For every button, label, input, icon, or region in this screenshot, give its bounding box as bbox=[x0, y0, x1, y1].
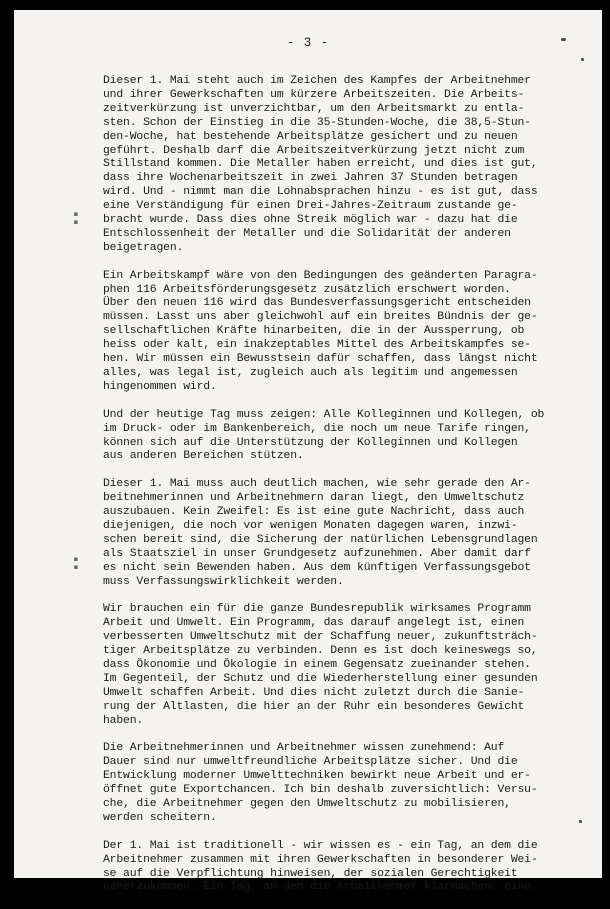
text-line: alles, was legal ist, zugleich auch als legitim und angemessen bbox=[103, 367, 518, 380]
text-line: es nicht sein Bewenden haben. Aus dem künftigen Verfassungsgebot bbox=[103, 561, 531, 574]
text-line: beitnehmerinnen und Arbeitnehmern daran liegt, den Umweltschutz bbox=[103, 492, 525, 505]
text-line: näherzukommen. Ein Tag, an dem die Arbeitnehmer klarmachen: eine bbox=[103, 881, 531, 894]
page-number: - 3 - bbox=[286, 36, 330, 50]
text-line: Entwicklung moderner Umwelttechniken bewirkt neue Arbeit und er- bbox=[103, 770, 531, 783]
text-line: Die Arbeitnehmerinnen und Arbeitnehmer wissen zunehmend: Auf bbox=[103, 742, 505, 755]
scan-speck bbox=[581, 58, 584, 61]
text-line: sellschaftlichen Kräfte hinarbeiten, die in der Aussperrung, ob bbox=[103, 325, 525, 338]
text-line: Dieser 1. Mai steht auch im Zeichen des Kampfes der Arbeitnehmer bbox=[103, 75, 531, 87]
scan-speck bbox=[561, 38, 566, 41]
text-line: bracht wurde. Dass dies ohne Streik möglich war - dazu hat die bbox=[103, 214, 518, 227]
text-line: dass Ökonomie und Ökologie in einem Gegensatz zueinander stehen. bbox=[103, 659, 531, 671]
text-line: sten. Schon der Einstieg in die 35-Stunden-Woche, die 38,5-Stun- bbox=[103, 116, 531, 129]
text-line: öffnet gute Exportchancen. Ich bin deshalb zuversichtlich: Versu- bbox=[103, 784, 538, 797]
text-line: als Staatsziel in unser Grundgesetz aufzunehmen. Aber damit darf bbox=[103, 547, 531, 560]
text-line: haben. bbox=[103, 714, 144, 727]
text-line: se auf die Verpflichtung hinweisen, der sozialen Gerechtigkeit bbox=[103, 867, 518, 880]
text-line: Arbeitnehmer zusammen mit ihren Gewerkschaften in besonderer Wei- bbox=[103, 853, 538, 866]
text-line: beigetragen. bbox=[103, 241, 184, 254]
text-line: im Druck- oder im Bankenbereich, die noch um neue Tarife ringen, bbox=[103, 422, 531, 435]
text-line: Ein Arbeitskampf wäre von den Bedingungen des geänderten Paragra- bbox=[103, 269, 538, 282]
document-page bbox=[14, 10, 602, 894]
text-line: geführt. Deshalb darf die Arbeitszeitverkürzung jetzt nicht zum bbox=[103, 144, 525, 157]
text-line: und ihrer Gewerkschaften um kürzere Arbeitszeiten. Die Arbeits- bbox=[103, 88, 525, 101]
text-line: Stillstand kommen. Die Metaller haben erreicht, und dies ist gut, bbox=[103, 158, 538, 171]
scan-speck bbox=[579, 820, 582, 823]
text-line: können sich auf die Unterstützung der Kolleginnen und Kollegen bbox=[103, 436, 518, 449]
text-line: Über den neuen 116 wird das Bundesverfassungsgericht entscheiden bbox=[103, 297, 531, 310]
paragraph-5 bbox=[103, 603, 573, 728]
text-line: diejenigen, die noch vor wenigen Monaten dagegen waren, inzwi- bbox=[103, 519, 518, 532]
paragraph-4 bbox=[103, 478, 573, 589]
text-line: phen 116 Arbeitsförderungsgesetz zusätzlich erschwert worden. bbox=[103, 283, 511, 296]
text-line: aus anderen Bereichen stützen. bbox=[103, 450, 304, 463]
paragraph-1 bbox=[103, 75, 573, 256]
document-body bbox=[103, 75, 573, 909]
text-line: Der 1. Mai ist traditionell - wir wissen es - ein Tag, an dem die bbox=[103, 839, 538, 852]
text-line: Wir brauchen ein für die ganze Bundesrepublik wirksames Programm bbox=[103, 603, 531, 616]
text-line: den-Woche, hat bestehende Arbeitsplätze gesichert und zu neuen bbox=[103, 130, 518, 143]
text-line: Und der heutige Tag muss zeigen: Alle Kolleginnen und Kollegen, ob bbox=[103, 408, 545, 421]
text-line: hen. Wir müssen ein Bewusstsein dafür schaffen, dass längst nicht bbox=[103, 353, 538, 366]
text-line: dass ihre Wochenarbeitszeit in zwei Jahren 37 Stunden betragen bbox=[103, 172, 518, 185]
text-line: müssen. Lasst uns aber gleichwohl auf ein breites Bündnis der ge- bbox=[103, 311, 538, 324]
text-line: schen bereit sind, die Sicherung der natürlichen Lebensgrundlagen bbox=[103, 533, 538, 546]
text-line: che, die Arbeitnehmer gegen den Umweltschutz zu mobilisieren, bbox=[103, 798, 511, 811]
paragraph-7 bbox=[103, 840, 573, 896]
text-line: Arbeit und Umwelt. Ein Programm, das darauf angelegt ist, einen bbox=[103, 617, 525, 630]
text-line: eine Verständigung für einen Drei-Jahres-Zeitraum zustande ge- bbox=[103, 200, 518, 213]
paragraph-3 bbox=[103, 409, 573, 465]
margin-scan-mark: ▪▪ bbox=[72, 555, 80, 571]
text-line: Im Gegenteil, der Schutz und die Wiederherstellung einer gesunden bbox=[103, 672, 538, 685]
text-line: tiger Arbeitsplätze zu verbinden. Denn es ist doch keineswegs so, bbox=[103, 645, 538, 658]
text-line: wird. Und - nimmt man die Lohnabsprachen hinzu - es ist gut, dass bbox=[103, 186, 538, 199]
paragraph-2 bbox=[103, 270, 573, 395]
text-line: heiss oder kalt, ein inakzeptables Mittel des Arbeitskampfes se- bbox=[103, 339, 531, 352]
text-line: Dauer sind nur umweltfreundliche Arbeitsplätze sicher. Und die bbox=[103, 756, 518, 769]
text-line: werden scheitern. bbox=[103, 811, 217, 824]
text-line: Entschlossenheit der Metaller und die Solidarität der anderen bbox=[103, 227, 511, 240]
text-line: hingenommen wird. bbox=[103, 380, 217, 393]
text-line: zeitverkürzung ist unverzichtbar, um den Arbeitsmarkt zu entla- bbox=[103, 102, 525, 115]
paragraph-6 bbox=[103, 742, 573, 825]
text-line: auszubauen. Kein Zweifel: Es ist eine gute Nachricht, dass auch bbox=[103, 506, 525, 519]
margin-scan-mark: ▪▪ bbox=[72, 210, 80, 226]
text-line: rung der Altlasten, die hier an der Ruhr ein besonderes Gewicht bbox=[103, 700, 525, 713]
text-line: Umwelt schaffen Arbeit. Und dies nicht zuletzt durch die Sanie- bbox=[103, 686, 525, 699]
text-line: verbesserten Umweltschutz mit der Schaffung neuer, zukunftsträch- bbox=[103, 631, 538, 644]
text-line: muss Verfassungswirklichkeit werden. bbox=[103, 575, 344, 588]
text-line: Dieser 1. Mai muss auch deutlich machen, wie sehr gerade den Ar- bbox=[103, 478, 531, 491]
